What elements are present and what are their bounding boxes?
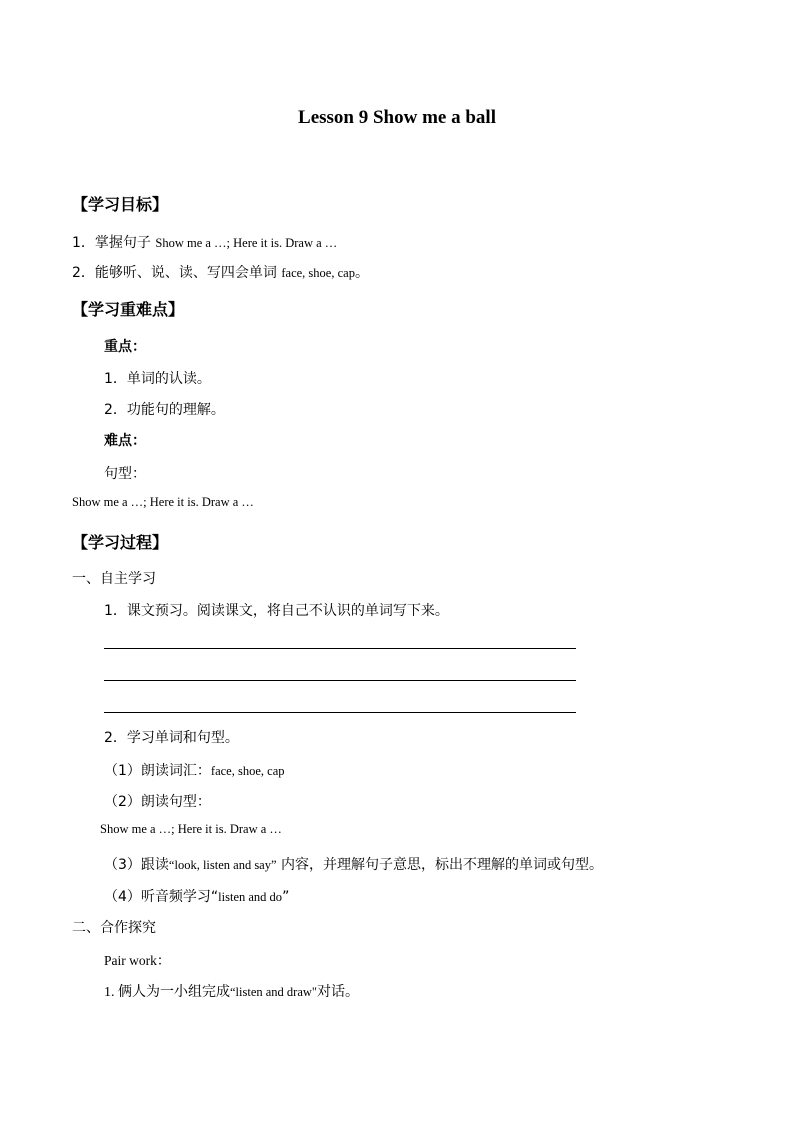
section-heading-objectives: 【学习目标】 [72,195,169,214]
key-point-1: 1．单词的认读。 [104,371,211,387]
sub-english: listen and do [218,890,283,904]
sentence-pattern: Show me a …; Here it is. Draw a … [72,495,254,509]
item-tail: 。 [354,265,369,281]
item-english: “listen and draw" [230,985,318,999]
sub-text: （1）朗读词汇： [104,763,211,779]
part1-item-2: 2．学习单词和句型。 [104,730,239,746]
answer-line-1 [104,648,576,649]
objective-item-2 [72,262,369,282]
item-english: Show me a …; Here it is. Draw a … [155,236,338,250]
sub-english: “look, listen and say” [168,858,277,872]
item-text: 俩人为一小组完成 [118,984,230,1000]
answer-line-3 [104,712,576,713]
sub-text-2: 内容，并理解句子意思，标出不理解的单词或句型。 [276,857,603,873]
answer-line-2 [104,680,576,681]
item-number: 1. [104,985,118,1000]
item-english: face, shoe, cap [281,266,355,280]
item-number: 2． [72,265,95,281]
section-heading-process: 【学习过程】 [72,533,169,552]
section-heading-key-points: 【学习重难点】 [72,300,185,319]
part1-sub-3 [104,854,603,874]
part1-sentence-pattern: Show me a …; Here it is. Draw a … [100,822,282,836]
part1-sub-1 [104,760,285,780]
pair-work-label: Pair work： [104,953,171,968]
part1-sub-4 [104,886,289,906]
sub-tail: ” [282,889,290,905]
part2-title: 二、合作探究 [72,920,156,936]
item-text-2: 对话。 [317,984,360,1000]
page-title: Lesson 9 Show me a ball [298,107,496,128]
sub-english: face, shoe, cap [210,764,285,778]
part2-item-1 [104,981,359,1001]
part1-item-1: 1．课文预习。阅读课文，将自己不认识的单词写下来。 [104,603,449,619]
item-text: 掌握句子 [94,235,156,251]
objective-item-1 [72,232,337,252]
sub-text: （4）听音频学习“ [104,889,219,905]
sub-text: （3）跟读 [104,857,169,873]
part1-title: 一、自主学习 [72,571,156,587]
key-point-2: 2．功能句的理解。 [104,402,225,418]
item-number: 1． [72,235,95,251]
pattern-label: 句型： [104,466,146,482]
difficult-points-label: 难点： [104,433,146,449]
part1-sub-2: （2）朗读句型： [104,794,211,810]
item-text: 能够听、说、读、写四会单词 [94,265,282,281]
key-points-label: 重点： [104,339,146,355]
